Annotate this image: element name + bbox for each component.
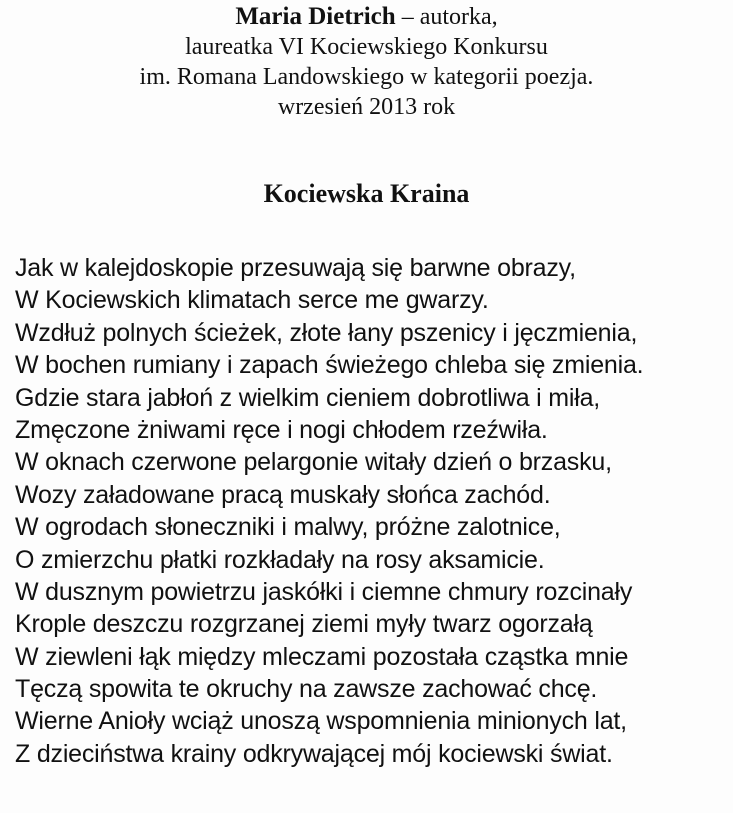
- poem-line: Z dzieciństwa krainy odkrywającej mój kociewski świat.: [15, 739, 613, 768]
- poem-line: Wozy załadowane pracą muskały słońca zachód.: [15, 480, 551, 509]
- poem-line: Zmęczone żniwami ręce i nogi chłodem rzeźwiła.: [15, 415, 548, 444]
- poem-title: Kociewska Kraina: [263, 179, 470, 208]
- author-role: – autorka,: [395, 4, 498, 30]
- poem-line: W dusznym powietrzu jaskółki i ciemne chmury rozcinały: [15, 577, 633, 606]
- poem-line: Wzdłuż polnych ścieżek, złote łany pszenicy i jęczmienia,: [15, 318, 638, 347]
- poem-line: Tęczą spowita te okruchy na zawsze zachować chcę.: [15, 675, 598, 704]
- poem-line: W ogrodach słoneczniki i malwy, próżne zalotnice,: [15, 513, 561, 542]
- poem-body: [15, 252, 727, 770]
- poem-line: W Kociewskich klimatach serce me gwarzy.: [15, 286, 489, 315]
- author-name: Maria Dietrich: [235, 3, 396, 30]
- poem-line: W oknach czerwone pelargonie witały dzień o brzasku,: [15, 448, 612, 477]
- poem-line: W ziewleni łąk między mleczami pozostała cząstka mnie: [15, 642, 629, 671]
- poem-line: Wierne Anioły wciąż unoszą wspomnienia minionych lat,: [15, 707, 627, 736]
- document-header: [0, 2, 733, 122]
- poem-line: O zmierzchu płatki rozkładały na rosy aksamicie.: [15, 545, 545, 574]
- poem-line: W bochen rumiany i zapach świeżego chleba się zmienia.: [15, 351, 644, 380]
- poem-line: Jak w kalejdoskopie przesuwają się barwne obrazy,: [15, 254, 576, 282]
- laureate-line: laureatka VI Kociewskiego Konkursu: [185, 34, 548, 60]
- poem-line: Krople deszczu rozgrzanej ziemi myły twarz ogorzałą: [15, 610, 593, 639]
- date-line: wrzesień 2013 rok: [277, 94, 456, 120]
- author-line: [0, 2, 733, 32]
- competition-line: im. Romana Landowskiego w kategorii poezja.: [139, 64, 594, 90]
- poem-line: Gdzie stara jabłoń z wielkim cieniem dobrotliwa i miła,: [15, 383, 601, 412]
